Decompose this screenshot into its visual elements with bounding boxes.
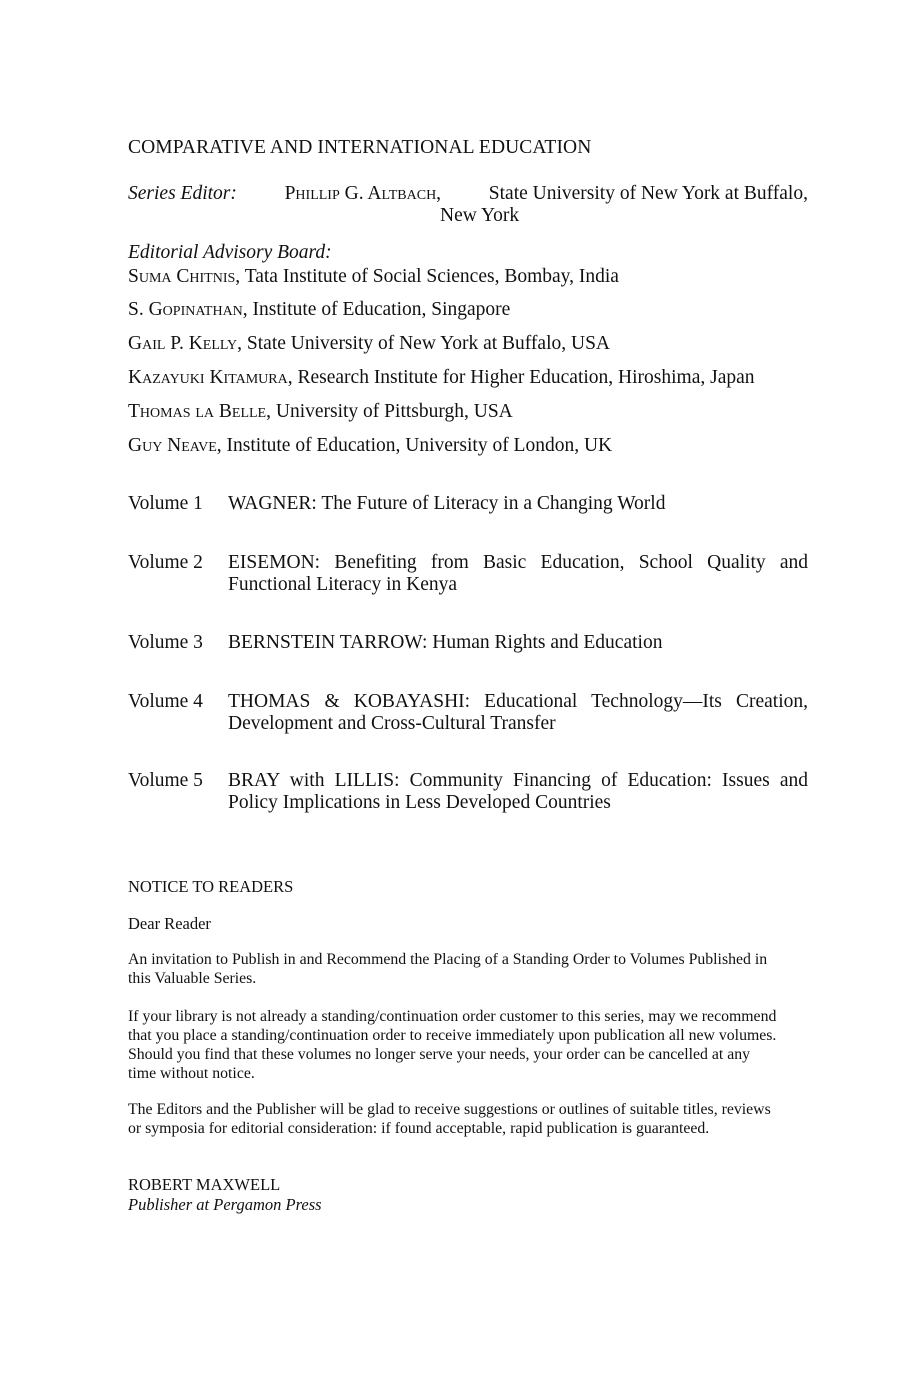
board-member-affiliation: Institute of Education, Singapore (252, 299, 511, 320)
board-member (128, 435, 612, 457)
board-member-affiliation: State University of New York at Buffalo, USA (246, 333, 610, 354)
notice-paragraph: The Editors and the Publisher will be glad to receive suggestions or outlines of suitable titles, reviews or symposia for editorial consideration: if found acceptable, rapid publication is guaranteed. (128, 1101, 771, 1137)
volume-title: BERNSTEIN TARROW: Human Rights and Education (228, 632, 663, 653)
board-member-name: Thomas la Belle, (128, 401, 271, 422)
board-member (128, 333, 610, 355)
board-member-name: Suma Chitnis, (128, 266, 241, 287)
series-editor-affiliation: State University of New York at Buffalo, (488, 183, 808, 204)
board-member-name: S. Gopinathan, (128, 299, 248, 320)
board-member-name: Gail P. Kelly, (128, 333, 243, 354)
volume-title: BRAY with LILLIS: Community Financing of Education: Issues and Policy Implications in Less Developed Countries (228, 770, 808, 813)
volume-label: Volume 2 (128, 552, 203, 573)
board-member-name: Guy Neave, (128, 435, 222, 456)
volume-entry (128, 691, 808, 735)
notice-paragraph: If your library is not already a standing/continuation order customer to this series, may we recommend that you place a standing/continuation order to receive immediately upon publication all new volumes. Should you find that these volumes no longer serve your needs, your order can be cancelled at any time without notice. (128, 1008, 777, 1082)
volume-entry (128, 552, 808, 596)
board-member-affiliation: Tata Institute of Social Sciences, Bombay, India (244, 266, 619, 287)
board-member-affiliation: Research Institute for Higher Education, Hiroshima, Japan (297, 367, 755, 388)
volume-label: Volume 4 (128, 691, 203, 712)
volume-label: Volume 3 (128, 632, 203, 653)
series-editor-name: Phillip G. Altbach, (284, 183, 442, 204)
volume-entry (128, 632, 808, 654)
advisory-board-label: Editorial Advisory Board: (128, 242, 332, 263)
volume-entry (128, 493, 808, 515)
volume-label: Volume 5 (128, 770, 203, 791)
volume-entry (128, 770, 808, 814)
publisher-title: Publisher at Pergamon Press (128, 1195, 322, 1214)
board-member-name: Kazayuki Kitamura, (128, 367, 293, 388)
board-member-affiliation: Institute of Education, University of London, UK (226, 435, 613, 456)
board-member (128, 266, 619, 288)
series-editor-label: Series Editor: (128, 183, 237, 204)
notice-heading: NOTICE TO READERS (128, 877, 294, 896)
series-editor (128, 183, 808, 227)
series-editor-affiliation-cont: New York (440, 205, 520, 226)
publisher-name: ROBERT MAXWELL (128, 1175, 281, 1194)
volume-title: EISEMON: Benefiting from Basic Education, School Quality and Functional Literacy in Kenya (228, 552, 808, 595)
board-member (128, 299, 510, 321)
volume-label: Volume 1 (128, 493, 203, 514)
board-member (128, 401, 513, 423)
board-member (128, 367, 755, 389)
notice-salutation: Dear Reader (128, 914, 211, 933)
series-title: COMPARATIVE AND INTERNATIONAL EDUCATION (128, 137, 592, 158)
board-member-affiliation: University of Pittsburgh, USA (275, 401, 513, 422)
notice-paragraph: An invitation to Publish in and Recommend the Placing of a Standing Order to Volumes Published in this Valuable Series. (128, 951, 768, 987)
volume-title: THOMAS & KOBAYASHI: Educational Technology—Its Creation, Development and Cross-Cultural Transfer (228, 691, 808, 734)
volume-title: WAGNER: The Future of Literacy in a Changing World (228, 493, 666, 514)
